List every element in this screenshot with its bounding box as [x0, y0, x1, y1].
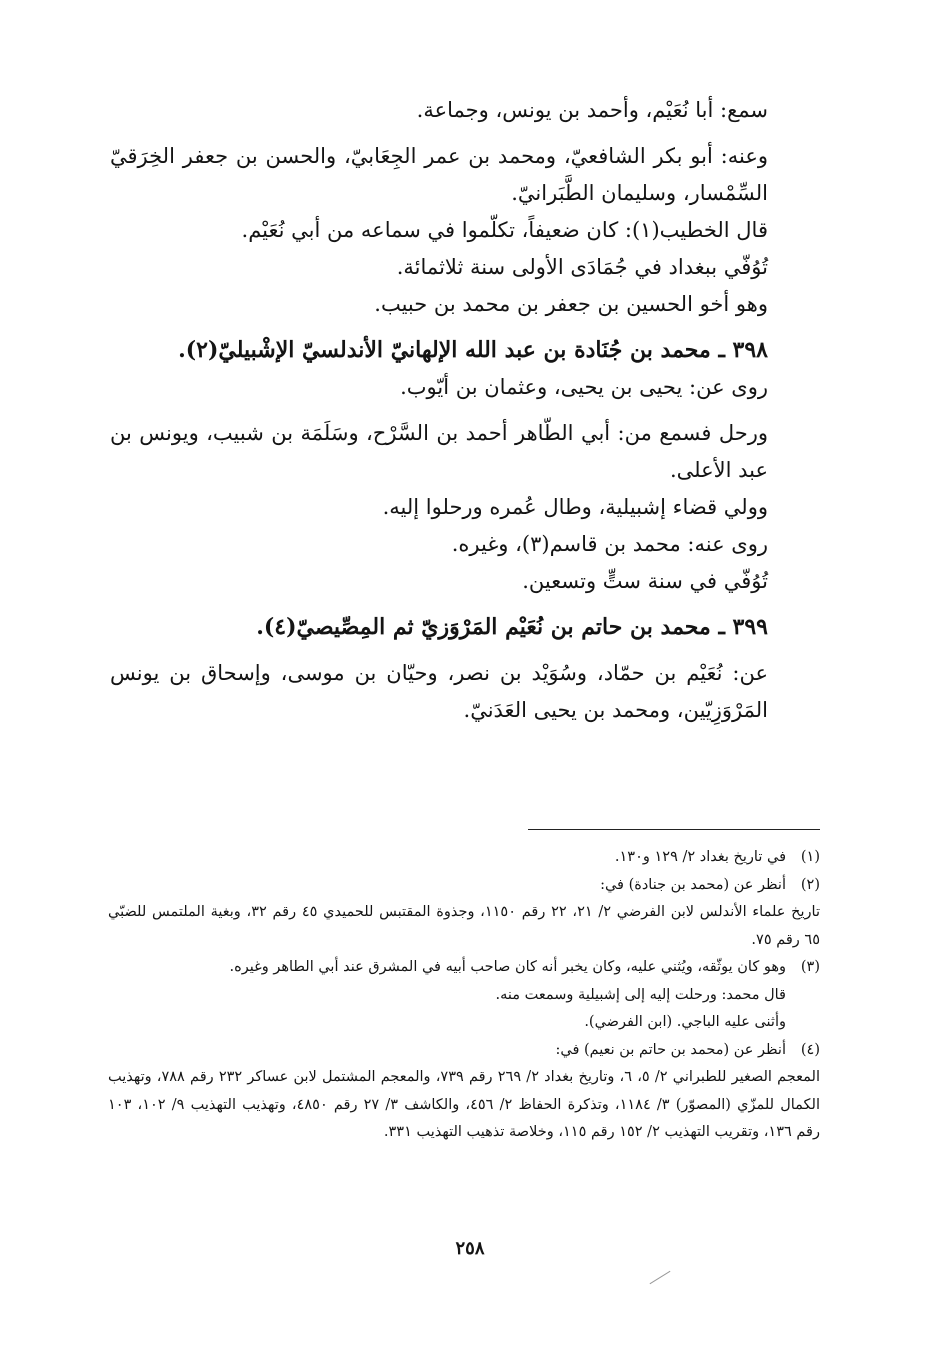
footnote-line: أنظر عن (محمد بن حاتم بن نعيم) في: [555, 1041, 786, 1058]
main-text [110, 92, 820, 729]
footnote-line: وهو كان يوثّقه، ويُثني عليه، وكان يخبر أنه كان صاحب أبيه في المشرق عند أبي الطاهر وغيره. [229, 959, 786, 975]
paragraph-death-96: تُوُفّي في سنة ستٍّ وتسعين. [522, 569, 768, 593]
footnote-1 [108, 844, 820, 872]
entry-heading-399: ٣٩٩ ـ محمد بن حاتم بن نُعَيْم المَرْوَزيّ ثم المِصِّيصيّ(٤). [256, 614, 768, 640]
paragraph-travel: ورحل فسمع من: أبي الطّاهر أحمد بن السَّرْح، وسَلَمَة بن شبيب، ويونس بن عبد الأعلى. [110, 421, 768, 482]
page-number: ٢٥٨ [455, 1238, 485, 1259]
footnote-line: تاريخ علماء الأندلس لابن الفرضي ٢/ ٢١، ٢٢ رقم ١١٥٠، وجذوة المقتبس للحميدي ٤٥ رقم ٣٢، وبغية الملتمس للضبّي ٦٥ رقم ٧٥. [108, 904, 820, 948]
paragraph-narrators: وعنه: أبو بكر الشافعيّ، ومحمد بن عمر الجِعَابيّ، والحسن بن جعفر الخِرَقيّ السِّمْسار، وسليمان الطَّبَرانيّ. [110, 144, 768, 205]
footnotes [108, 844, 820, 1147]
paragraph-brother: وهو أخو الحسين بن جعفر بن محمد بن حبيب. [374, 292, 768, 316]
paragraph-heard-from: سمع: أبا نُعَيْم، وأحمد بن يونس، وجماعة. [416, 98, 768, 122]
scan-mark [650, 1271, 671, 1285]
footnote-divider [528, 829, 820, 830]
footnote-line: أنظر عن (محمد بن جنادة) في: [600, 876, 786, 893]
footnote-line: المعجم الصغير للطبراني ٢/ ٥، ٦، وتاريخ بغداد ٢/ ٢٦٩ رقم ٧٣٩، والمعجم المشتمل لابن عساكر ٢٣٢ رقم ٧٨٨، وتهذيب الكمال للمزّي (المصوّر) ٣/ ١١٨٤، وتذكرة الحفاظ ٢/ ٤٥٦، والكاشف ٣/ ٢٧ رقم ٤٨٥٠، وتهذيب التهذيب ٩/ ١٠٢، ١٠٣ رقم ١٣٦، وتقريب التهذيب ٢/ ١٥٢ رقم ١١٥، وخلاصة تذهيب التهذيب ٣٣١. [108, 1069, 820, 1140]
paragraph-narrated-by: روى عنه: محمد بن قاسم(٣)، وغيره. [451, 532, 768, 556]
footnote-line: في تاريخ بغداد ٢/ ١٢٩ و١٣٠. [614, 849, 786, 865]
paragraph-narrated-from: روى عن: يحيى بن يحيى، وعثمان بن أيّوب. [400, 375, 768, 399]
footnote-number: (١) [800, 849, 820, 865]
footnote-line: وأثنى عليه الباجي. (ابن الفرضي). [584, 1014, 786, 1030]
footnote-line: قال محمد: ورحلت إليه إلى إشبيلية وسمعت منه. [495, 986, 786, 1003]
paragraph-khatib-quote: قال الخطيب(١): كان ضعيفاً، تكلّموا في سماعه من أبي نُعَيْم. [241, 218, 768, 242]
entry-heading-398: ٣٩٨ ـ محمد بن جُنَادة بن عبد الله الإلهانيّ الأندلسيّ الإشْبيليّ(٢). [178, 337, 768, 363]
footnote-number: (٢) [800, 876, 820, 893]
footnote-3 [108, 954, 820, 982]
paragraph-death-baghdad: تُوُفّي ببغداد في جُمَادَى الأولى سنة ثلاثمائة. [396, 255, 768, 279]
paragraph-teachers: عن: نُعَيْم بن حمّاد، وسُوَيْد بن نصر، وحيّان بن موسى، وإسحاق بن يونس المَرْوَزِيّين، ومحمد بن يحيى العَدَنيّ. [110, 661, 768, 722]
paragraph-judgeship: وولي قضاء إشبيلية، وطال عُمره ورحلوا إليه. [382, 495, 768, 519]
footnote-number: (٣) [800, 959, 820, 975]
footnote-number: (٤) [800, 1041, 820, 1058]
footnote-2 [108, 872, 820, 900]
footnote-4 [108, 1037, 820, 1065]
